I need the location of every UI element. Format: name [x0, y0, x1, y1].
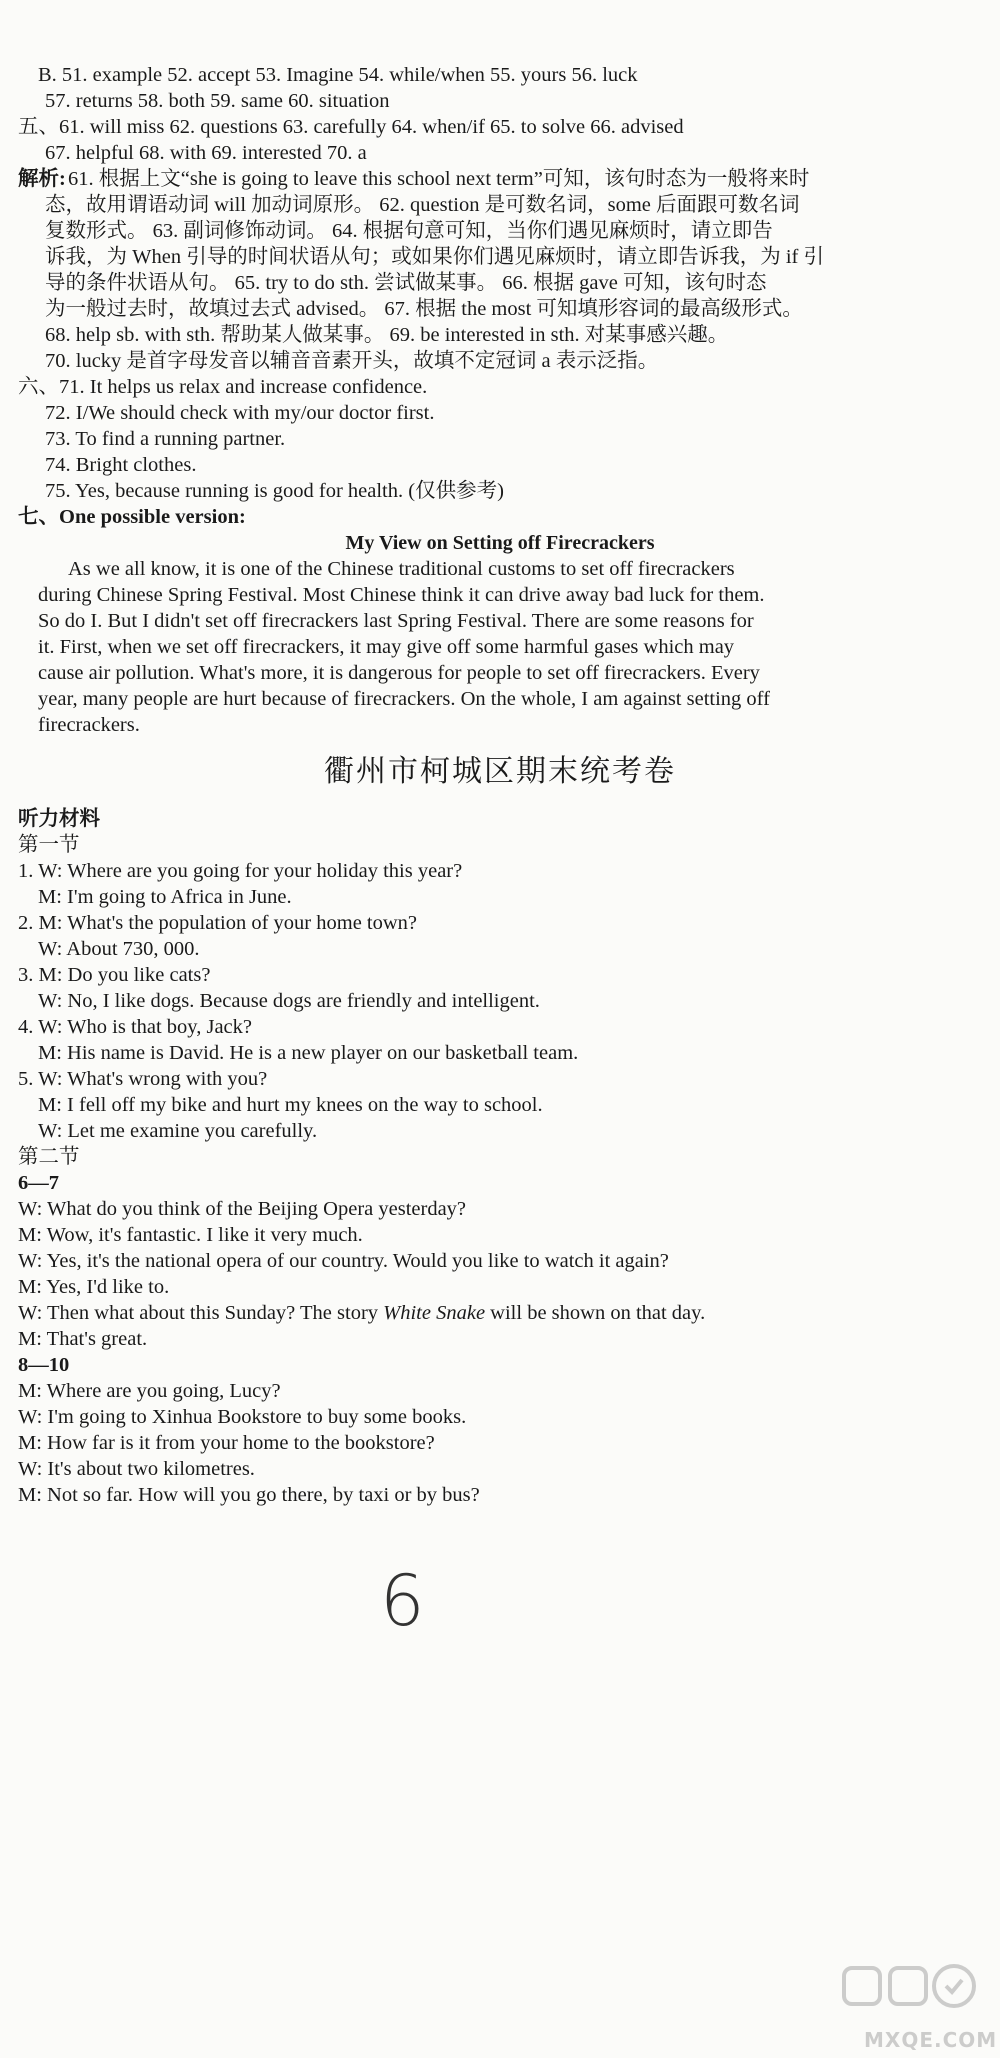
- dialog-line: W: What do you think of the Beijing Opera yesterday?: [18, 1198, 467, 1220]
- explanation-line: 为一般过去时，故填过去式 advised。 67. 根据 the most 可知填形容词的最高级形式。: [45, 298, 803, 320]
- exam-title: 衢州市柯城区期末统考卷: [324, 755, 676, 788]
- question-group-label: 6—7: [18, 1172, 59, 1194]
- listening-line: 2. M: What's the population of your home town?: [18, 912, 418, 934]
- essay-line: during Chinese Spring Festival. Most Chinese think it can drive away bad luck for them.: [38, 584, 765, 606]
- dialog-line: W: I'm going to Xinhua Bookstore to buy some books.: [18, 1406, 467, 1428]
- listening-line: W: About 730, 000.: [38, 938, 200, 960]
- essay-line: firecrackers.: [38, 714, 140, 736]
- listening-part-1-label: 第一节: [18, 834, 80, 856]
- listening-line: M: I'm going to Africa in June.: [38, 886, 292, 908]
- essay-line: year, many people are hurt because of firecrackers. On the whole, I am against setting off: [38, 688, 770, 710]
- listening-line: W: No, I like dogs. Because dogs are friendly and intelligent.: [38, 990, 540, 1012]
- essay-line: it. First, when we set off firecrackers, it may give off some harmful gases which may: [38, 636, 735, 658]
- explanation-line: 态，故用谓语动词 will 加动词原形。 62. question 是可数名词，some 后面跟可数名词: [45, 194, 800, 216]
- section-b-line-1: B. 51. example 52. accept 53. Imagine 54. while/when 55. yours 56. luck: [38, 64, 638, 86]
- listening-line: 3. M: Do you like cats?: [18, 964, 211, 986]
- section-7-label: 七、One possible version:: [18, 506, 246, 528]
- listening-line: M: His name is David. He is a new player on our basketball team.: [38, 1042, 579, 1064]
- listening-line: M: I fell off my bike and hurt my knees on the way to school.: [38, 1094, 543, 1116]
- dialog-line: M: Not so far. How will you go there, by taxi or by bus?: [18, 1484, 480, 1506]
- essay-title: My View on Setting off Firecrackers: [345, 532, 655, 554]
- dialog-line: M: Wow, it's fantastic. I like it very much.: [18, 1224, 363, 1246]
- listening-line: W: Let me examine you carefully.: [38, 1120, 318, 1142]
- essay-line: As we all know, it is one of the Chinese traditional customs to set off firecrackers: [68, 558, 735, 580]
- dialog-line: W: Then what about this Sunday? The story White Snake will be shown on that day.: [18, 1302, 706, 1324]
- listening-part-2-label: 第二节: [18, 1146, 80, 1168]
- dialog-line: W: Yes, it's the national opera of our country. Would you like to watch it again?: [18, 1250, 669, 1272]
- section-6-line: 75. Yes, because running is good for health. (仅供参考): [45, 480, 504, 502]
- explanation-line: 70. lucky 是首字母发音以辅音音素开头，故填不定冠词 a 表示泛指。: [45, 350, 659, 372]
- listening-line: 1. W: Where are you going for your holiday this year?: [18, 860, 463, 882]
- section-5-line-2: 67. helpful 68. with 69. interested 70. a: [45, 142, 367, 164]
- question-group-label: 8—10: [18, 1354, 70, 1376]
- listening-line: 4. W: Who is that boy, Jack?: [18, 1016, 252, 1038]
- section-6-line: 74. Bright clothes.: [45, 454, 197, 476]
- section-5-line-1: 五、61. will miss 62. questions 63. carefully 64. when/if 65. to solve 66. advised: [18, 116, 684, 138]
- explanation-line: 导的条件状语从句。 65. try to do sth. 尝试做某事。 66. 根据 gave 可知，该句时态: [45, 272, 767, 294]
- explanation-label: 解析:: [18, 168, 66, 190]
- explanation-line: 诉我，为 When 引导的时间状语从句；或如果你们遇见麻烦时，请立即告诉我，为 if 引: [45, 246, 824, 268]
- section-6-line: 72. I/We should check with my/our doctor first.: [45, 402, 435, 424]
- dialog-line: M: Yes, I'd like to.: [18, 1276, 170, 1298]
- dialog-line: M: How far is it from your home to the bookstore?: [18, 1432, 435, 1454]
- listening-line: 5. W: What's wrong with you?: [18, 1068, 268, 1090]
- dialog-line: M: That's great.: [18, 1328, 148, 1350]
- watermark-logo-icon: [836, 1960, 986, 2030]
- listening-heading: 听力材料: [18, 808, 100, 830]
- explanation-line: 复数形式。 63. 副词修饰动词。 64. 根据句意可知，当你们遇见麻烦时，请立即告: [45, 220, 773, 242]
- explanation-line: 68. help sb. with sth. 帮助某人做某事。 69. be interested in sth. 对某事感兴趣。: [45, 324, 729, 346]
- dialog-line: W: It's about two kilometres.: [18, 1458, 255, 1480]
- dialog-line: M: Where are you going, Lucy?: [18, 1380, 281, 1402]
- page-number: 6: [380, 1560, 425, 1642]
- section-6-line: 73. To find a running partner.: [45, 428, 286, 450]
- explanation-line: 61. 根据上文“she is going to leave this school next term”可知，该句时态为一般将来时: [68, 168, 810, 190]
- site-watermark: [836, 1960, 998, 2052]
- section-b-line-2: 57. returns 58. both 59. same 60. situation: [45, 90, 390, 112]
- essay-line: cause air pollution. What's more, it is dangerous for people to set off firecrackers. Every: [38, 662, 760, 684]
- section-6-line: 六、71. It helps us relax and increase confidence.: [18, 376, 428, 398]
- watermark-text: MXQE.COM: [864, 2028, 998, 2052]
- essay-line: So do I. But I didn't set off firecrackers last Spring Festival. There are some reasons for: [38, 610, 754, 632]
